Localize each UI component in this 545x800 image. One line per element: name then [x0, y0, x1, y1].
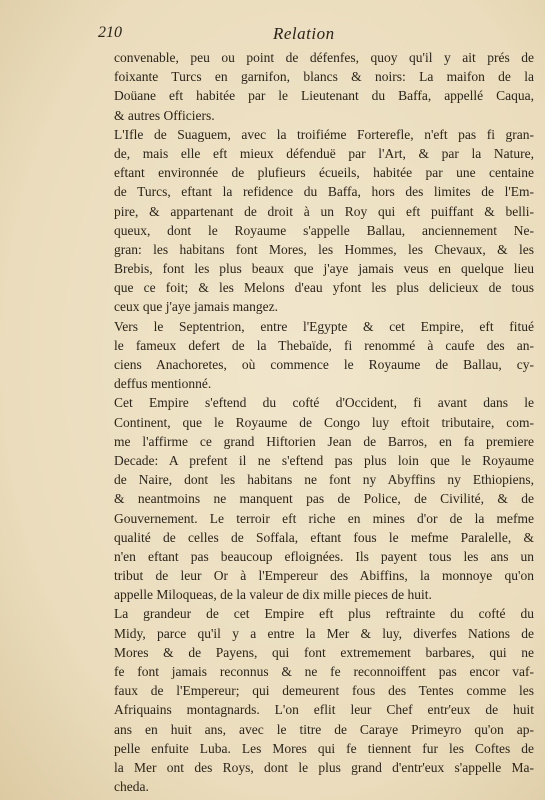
text-line: de Turcs, eftant la refidence du Baffa, hors des limites de l'Em-	[114, 184, 534, 200]
page-number: 210	[98, 24, 122, 41]
text-line: appelle Miloqueas, de la valeur de dix mille pieces de huit.	[114, 587, 432, 603]
text-line: ciens Anachoretes, où commence le Royaume de Ballau, cy-	[114, 357, 534, 372]
text-line: Doüane eft habitée par le Lieutenant du Baffa, appellé Caqua,	[114, 88, 534, 104]
text-line: la Mer ont des Roys, dont le plus grand d'entr'eux s'appelle Ma-	[114, 759, 534, 775]
text-line: faux de l'Empereur; qui demeurent fous des Tentes comme les	[114, 683, 534, 699]
text-line: Cet Empire s'eftend du cofté d'Occident, fi avant dans le	[114, 395, 534, 411]
text-line: ans en huit ans, avec le titre de Caraye Primeyro qu'on ap-	[114, 721, 534, 737]
running-head	[98, 24, 485, 46]
text-line: qualité de celles de Soffala, eftant fous le mefme Paralelle, &	[114, 529, 534, 545]
text-line: me l'affirme ce grand Hiftorien Jean de Barros, en fa premiere	[114, 433, 534, 449]
body-text	[114, 48, 534, 796]
text-line: deffus mentionné.	[114, 376, 212, 392]
text-line: tribut de leur Or à l'Empereur des Abiffins, la monnoye qu'on	[114, 568, 534, 584]
text-line: Afriquains montagnards. L'on eflit leur Chef entr'eux de huit	[114, 702, 534, 718]
text-line: foixante Turcs en garnifon, blancs & noirs: La maifon de la	[114, 69, 534, 85]
text-line: cheda.	[114, 779, 149, 795]
text-line: de, mais elle eft mieux défenduë par l'Art, & par la Nature,	[114, 145, 534, 161]
text-line: gran: les habitans font Mores, les Hommes, les Chevaux, & les	[114, 241, 534, 257]
text-line: Gouvernement. Le terroir eft riche en mines d'or de la mefme	[114, 510, 534, 526]
text-line: convenable, peu ou point de défenfes, quoy qu'il y ait prés de	[114, 50, 534, 65]
text-line: de Naire, dont les habitans ne font ny Abyffins ny Ethiopiens,	[114, 472, 534, 488]
text-line: queux, dont le Royaume s'appelle Ballau, anciennement Ne-	[114, 222, 534, 238]
text-line: Brebis, font les plus beaux que j'aye jamais veus en quelque lieu	[114, 261, 534, 277]
text-line: L'Ifle de Suaguem, avec la troifiéme Forterefle, n'eft pas fi gran-	[114, 126, 534, 142]
text-line: Decade: A prefent il ne s'eftend pas plus loin que le Royaume	[114, 452, 534, 468]
text-line: & autres Officiers.	[114, 107, 215, 123]
text-line: n'en eftant pas beaucoup efloignées. Ils payent tous les ans un	[114, 548, 534, 564]
running-title: Relation	[273, 24, 335, 43]
text-line: le fameux defert de la Thebaïde, fi renommé à caufe des an-	[114, 337, 534, 353]
text-line: eftant environnée de plufieurs écueils, habitée par une centaine	[114, 165, 534, 181]
text-line: Continent, que le Royaume de Congo luy eftoit tributaire, com-	[114, 414, 534, 430]
text-line: fe font jamais reconnus & ne fe reconnoiffent pas encor vaf-	[114, 664, 534, 679]
text-line: Vers le Septentrion, entre l'Egypte & cet Empire, eft fitué	[114, 318, 534, 334]
text-line: Midy, parce qu'il y a entre la Mer & luy, diverfes Nations de	[114, 625, 534, 641]
text-line: pire, & appartenant de droit à un Roy qui eft puiffant & belli-	[114, 203, 534, 219]
text-line: ceux que j'aye jamais mangez.	[114, 299, 278, 315]
text-line: que ce foit; & les Melons d'eau yfont les plus delicieux de tous	[114, 280, 534, 296]
text-line: & neantmoins ne manquent pas de Police, de Civilité, & de	[114, 491, 534, 507]
text-line: Mores & de Payens, qui font extremement barbares, qui ne	[114, 644, 534, 660]
text-line: pelle enfuite Luba. Les Mores qui fe tiennent fur les Coftes de	[114, 740, 534, 756]
text-line: La grandeur de cet Empire eft plus reftrainte du cofté du	[114, 606, 534, 622]
